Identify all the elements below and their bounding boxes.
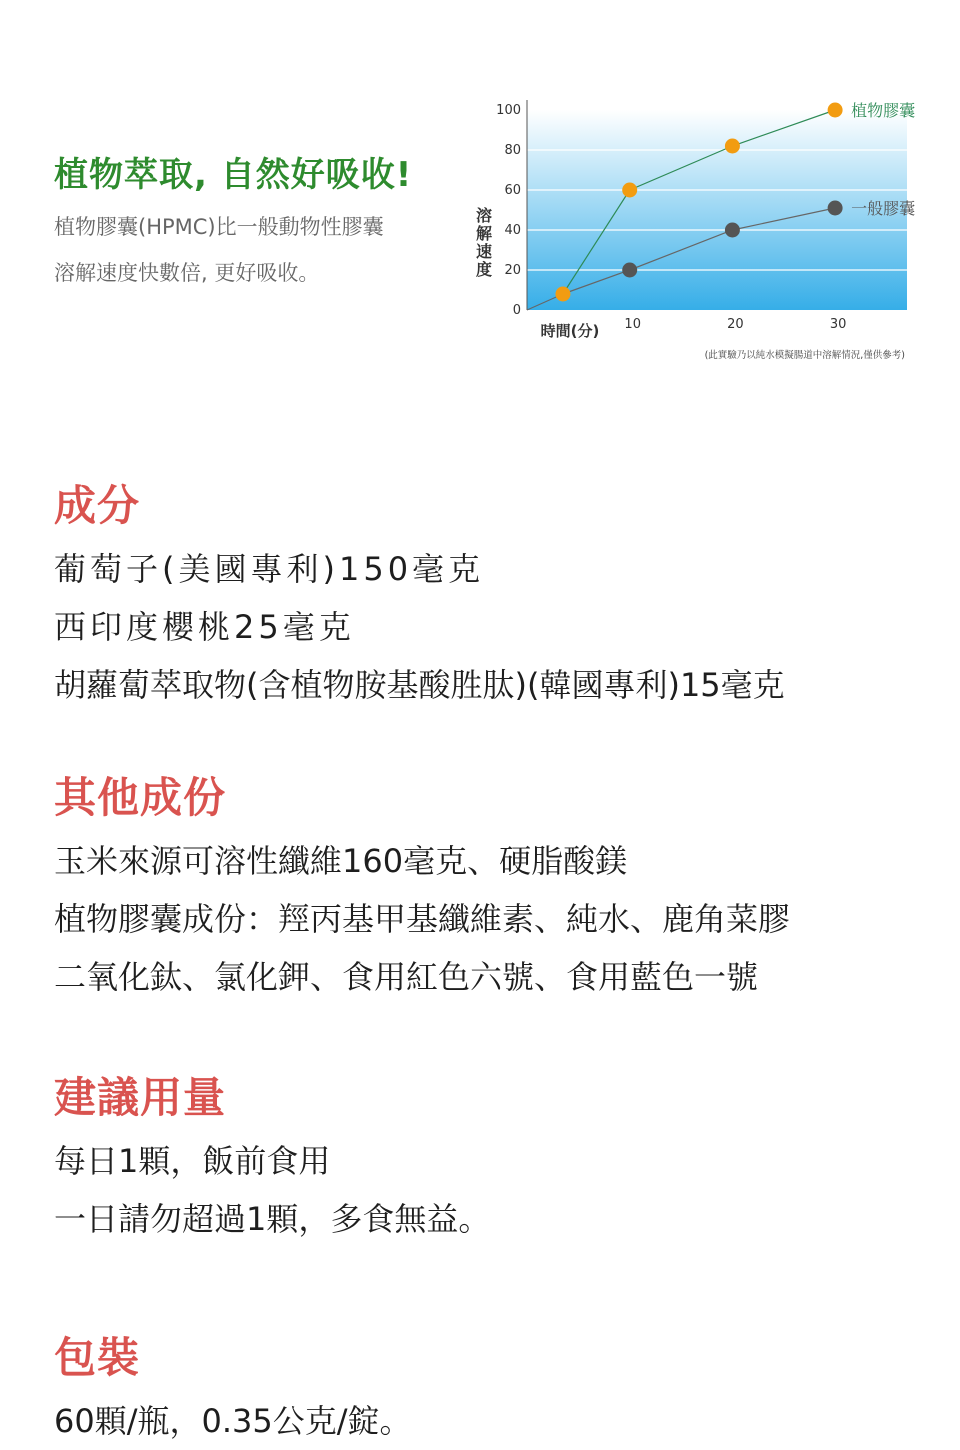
ingredient-line: 玉米來源可溶性纖維160毫克、硬脂酸鎂: [54, 842, 628, 880]
ingredient-line: 葡萄子(美國專利)150毫克: [54, 550, 485, 588]
dosage-line: 每日1顆，飯前食用: [54, 1142, 331, 1180]
y-tick-label: 80: [504, 143, 521, 158]
ingredient-line: 西印度櫻桃25毫克: [54, 608, 355, 646]
intro-block: [54, 150, 454, 296]
y-tick-label: 60: [504, 183, 521, 198]
plot-background: [527, 110, 907, 310]
y-axis-label: 溶解速度: [475, 206, 493, 279]
ingredient-line: 二氧化鈦、氯化鉀、食用紅色六號、食用藍色一號: [54, 958, 759, 996]
y-tick-label: 0: [512, 303, 521, 318]
ingredient-line: 胡蘿蔔萃取物(含植物胺基酸胜肽)(韓國專利)15毫克: [54, 666, 785, 704]
section-title: 建議用量: [54, 1073, 227, 1122]
dosage-line: 一日請勿超過1顆，多食無益。: [54, 1200, 491, 1238]
section-title: 成分: [54, 481, 141, 530]
intro-line: 植物膠囊(HPMC)比一般動物性膠囊: [54, 215, 384, 239]
series-point: [725, 139, 740, 154]
section-packaging: [54, 1330, 934, 1450]
section-title: 其他成份: [54, 773, 227, 822]
y-tick-label: 100: [496, 103, 521, 118]
series-point: [725, 223, 740, 238]
series-label: 一般膠囊: [851, 199, 916, 218]
chart-note: (此實驗乃以純水模擬腸道中溶解情況,僅供參考): [704, 350, 905, 361]
series-point: [622, 263, 637, 278]
series-point: [622, 183, 637, 198]
y-axis-ticks: [496, 103, 521, 318]
x-axis-ticks: [624, 317, 846, 332]
dissolution-chart: [470, 90, 940, 370]
x-axis-label: 時間(分): [540, 322, 600, 340]
x-tick-label: 20: [727, 317, 744, 332]
section-dosage: [54, 1070, 934, 1248]
section-other-ingredients: [54, 770, 934, 1006]
section-title: 包裝: [54, 1333, 141, 1382]
y-tick-label: 40: [504, 223, 521, 238]
intro-line: 溶解速度快數倍, 更好吸收。: [54, 261, 320, 285]
series-point: [828, 201, 843, 216]
series-point: [555, 287, 570, 302]
intro-title: 植物萃取, 自然好吸收!: [54, 155, 413, 195]
y-tick-label: 20: [504, 263, 521, 278]
ingredient-line: 植物膠囊成份：羥丙基甲基纖維素、純水、鹿角菜膠: [54, 900, 791, 938]
x-tick-label: 30: [829, 317, 847, 332]
series-point: [828, 103, 843, 118]
x-tick-label: 10: [624, 317, 641, 332]
series-label: 植物膠囊: [851, 101, 916, 120]
packaging-line: 60顆/瓶，0.35公克/錠。: [54, 1402, 412, 1440]
section-ingredients: [54, 478, 934, 714]
